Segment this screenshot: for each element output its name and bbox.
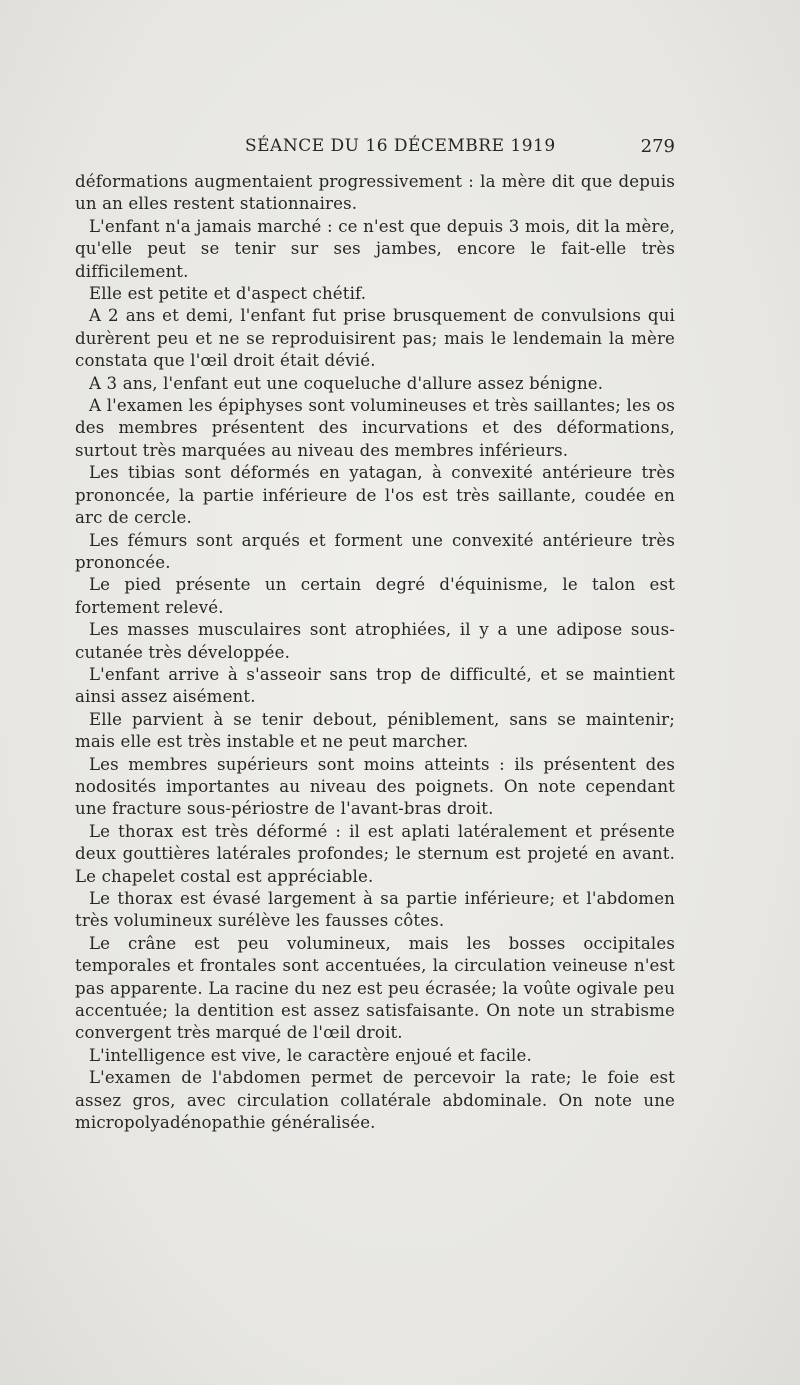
paragraph: A 2 ans et demi, l'enfant fut prise brusquement de convulsions qui durèrent peu et ne se reproduisirent pas; mais le lendemain la mère constata que l'œil droit était dévié. [75, 306, 675, 371]
running-header [75, 136, 675, 162]
header-title: SÉANCE DU 16 DÉCEMBRE 1919 [245, 136, 556, 156]
paragraph: Le crâne est peu volumineux, mais les bosses occipitales temporales et frontales sont accentuées, la circulation veineuse n'est pas apparente. La racine du nez est peu écrasée; la voûte ogivale peu accentuée; la dentition est assez satisfaisante. On note un strabisme convergent très marqué de l'œil droit. [75, 933, 675, 1043]
paragraph: Les masses musculaires sont atrophiées, il y a une adipose sous-cutanée très développée. [75, 620, 675, 662]
paragraph: Les tibias sont déformés en yatagan, à convexité antérieure très prononcée, la partie inférieure de l'os est très saillante, coudée en arc de cercle. [75, 463, 675, 528]
body-text [75, 171, 675, 1134]
paragraph: Les fémurs sont arqués et forment une convexité antérieure très prononcée. [75, 530, 675, 572]
paragraph: Les membres supérieurs sont moins atteints : ils présentent des nodosités importantes au niveau des poignets. On note cependant une fracture sous-périostre de l'avant-bras droit. [75, 754, 675, 819]
page-number: 279 [640, 136, 675, 157]
paragraph: Elle est petite et d'aspect chétif. [89, 284, 367, 304]
paragraph: Le thorax est très déformé : il est aplati latéralement et présente deux gouttières latérales profondes; le sternum est projeté en avant. Le chapelet costal est appréciable. [75, 821, 675, 886]
paragraph: A 3 ans, l'enfant eut une coqueluche d'allure assez bénigne. [89, 373, 604, 393]
paragraph: Le pied présente un certain degré d'équinisme, le talon est fortement relevé. [75, 575, 675, 617]
paragraph: L'enfant n'a jamais marché : ce n'est que depuis 3 mois, dit la mère, qu'elle peut se tenir sur ses jambes, encore le fait-elle très difficilement. [75, 216, 675, 281]
paragraph: Elle parvient à se tenir debout, péniblement, sans se maintenir; mais elle est très instable et ne peut marcher. [75, 709, 675, 752]
paragraph: A l'examen les épiphyses sont volumineuses et très saillantes; les os des membres présentent des incurvations et des déformations, surtout très marquées au niveau des membres inférieurs. [75, 396, 675, 460]
paragraph: L'enfant arrive à s'asseoir sans trop de difficulté, et se maintient ainsi assez aisément. [75, 664, 675, 707]
paragraph: Le thorax est évasé largement à sa partie inférieure; et l'abdomen très volumineux surélève les fausses côtes. [75, 889, 675, 931]
paragraph-continued: déformations augmentaient progressivement : la mère dit que depuis un an elles restent stationnaires. [75, 172, 675, 214]
paragraph: L'intelligence est vive, le caractère enjoué et facile. [89, 1045, 532, 1065]
paragraph: L'examen de l'abdomen permet de percevoir la rate; le foie est assez gros, avec circulation collatérale abdominale. On note une micropolyadénopathie généralisée. [75, 1068, 675, 1133]
